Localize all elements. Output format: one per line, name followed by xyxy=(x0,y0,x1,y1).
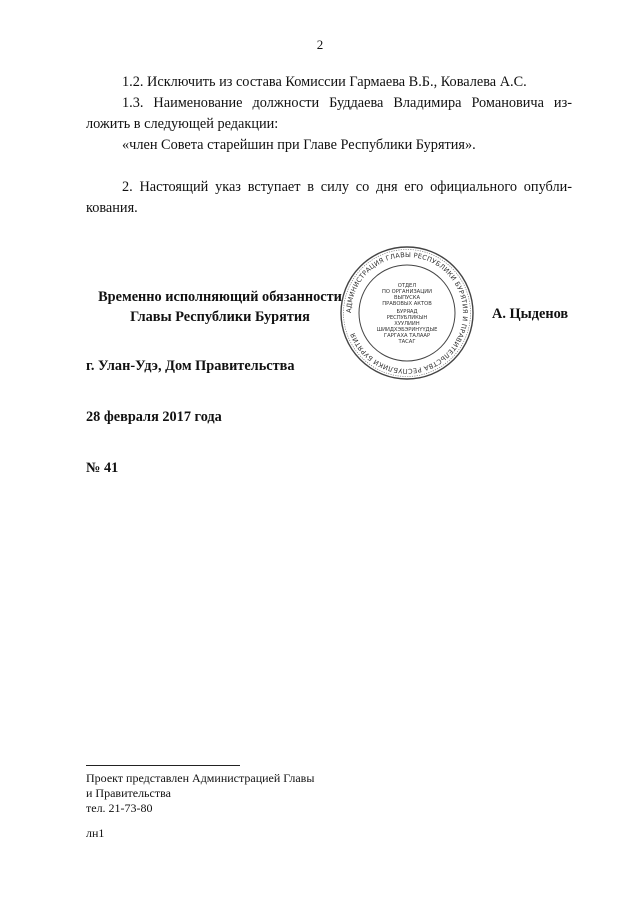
decree-body xyxy=(86,72,572,219)
svg-text:РЕСПУБЛИКЫН: РЕСПУБЛИКЫН xyxy=(386,315,428,321)
svg-text:БУРЯАД: БУРЯАД xyxy=(396,309,418,315)
signatory-title-line1: Временно исполняющий обязанности xyxy=(98,289,342,305)
svg-text:ПО ОРГАНИЗАЦИИ: ПО ОРГАНИЗАЦИИ xyxy=(381,289,433,295)
svg-text:ТАСАГ: ТАСАГ xyxy=(398,339,416,345)
paragraph-1-3-line2: ложить в следующей редакции: xyxy=(86,116,279,132)
page-number: 2 xyxy=(316,37,324,52)
svg-text:ОТДЕЛ: ОТДЕЛ xyxy=(397,283,417,289)
svg-text:ВЫПУСКА: ВЫПУСКА xyxy=(393,295,421,301)
document-code: лн1 xyxy=(86,826,105,840)
svg-text:ШИИДХЭБЭРИНҮҮДЫЕ: ШИИДХЭБЭРИНҮҮДЫЕ xyxy=(376,327,438,333)
svg-text:ПРАВОВЫХ АКТОВ: ПРАВОВЫХ АКТОВ xyxy=(382,301,432,307)
footnote-line1: Проект представлен Администрацией Главы xyxy=(86,771,315,785)
footnote-line2: и Правительства xyxy=(86,786,171,800)
issue-place: г. Улан-Удэ, Дом Правительства xyxy=(86,358,295,374)
paragraph-1-2: 1.2. Исключить из состава Комиссии Гармаева В.Б., Ковалева А.С. xyxy=(122,74,527,90)
official-seal xyxy=(339,245,475,381)
paragraph-1-3-quote: «член Совета старейшин при Главе Республики Бурятия». xyxy=(122,137,476,153)
paragraph-1-3-line1: 1.3. Наименование должности Буддаева Владимира Романовича из- xyxy=(122,95,572,111)
svg-text:ГАРГАХА ТАЛААР: ГАРГАХА ТАЛААР xyxy=(383,333,431,339)
seal-center-text xyxy=(377,283,438,345)
footnote-phone: тел. 21-73-80 xyxy=(86,801,153,815)
paragraph-2-line1: 2. Настоящий указ вступает в силу со дня его официального опубли- xyxy=(122,179,572,195)
paragraph-2-line2: кования. xyxy=(86,200,138,216)
signatory-title xyxy=(80,287,360,327)
issue-date: 28 февраля 2017 года xyxy=(86,409,222,425)
footnote xyxy=(86,771,314,816)
decree-number: № 41 xyxy=(86,460,119,476)
footnote-divider xyxy=(86,765,240,766)
seal-ring-text: АДМИНИСТРАЦИЯ ГЛАВЫ РЕСПУБЛИКИ БУРЯТИЯ И ПРАВИТЕЛЬСТВА РЕСПУБЛИКИ БУРЯТИЯ xyxy=(344,250,470,376)
signatory-name: А. Цыденов xyxy=(492,306,569,322)
svg-text:ХУУЛИИН: ХУУЛИИН xyxy=(394,321,420,327)
signatory-title-line2: Главы Республики Бурятия xyxy=(130,309,310,325)
